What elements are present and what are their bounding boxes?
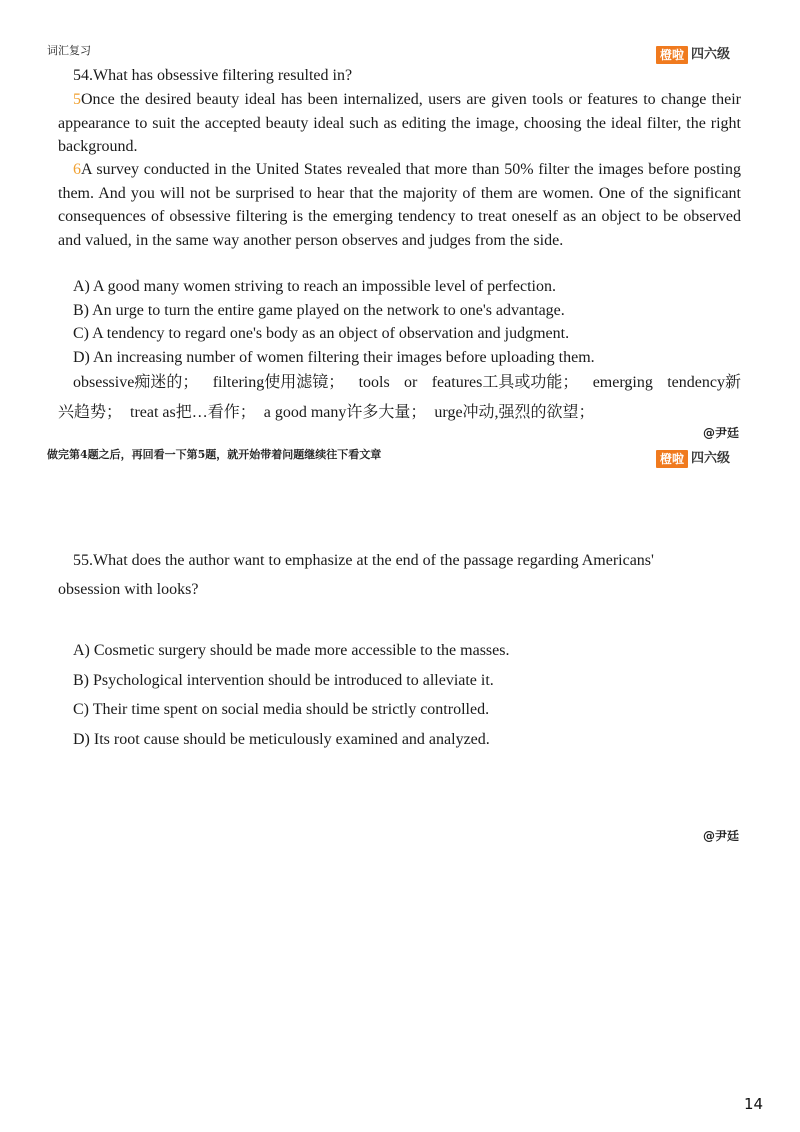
logo-box: 橙啦 xyxy=(656,46,688,64)
paragraph-text: A survey conducted in the United States revealed that more than 50% filter the images before posting them. And you will not be surprised to hear that the majority of them are women. One of the significant consequences of obsessive filtering is the emerging tendency to treat oneself as an object to be observed and valued, in the same way another person observes and judges from the side. xyxy=(58,161,741,249)
option-a: A) Cosmetic surgery should be made more accessible to the masses. xyxy=(73,642,510,659)
option-d: D) An increasing number of women filtering their images before uploading them. xyxy=(73,348,595,366)
paragraph-5 xyxy=(58,88,741,159)
question-54: 54.What has obsessive filtering resulted in? xyxy=(73,67,353,84)
options-55 xyxy=(73,636,743,754)
logo-box: 橙啦 xyxy=(656,450,688,468)
option-d: D) Its root cause should be meticulously examined and analyzed. xyxy=(73,730,490,748)
vocab-notes xyxy=(73,371,741,394)
vocab-item: tools xyxy=(358,374,390,391)
options-54 xyxy=(73,275,743,369)
author-signature: @尹廷 xyxy=(703,426,740,440)
vocab-line-2: 兴趋势； treat as把…看作； a good many许多大量； urge冲动,强烈的欲望； xyxy=(58,404,595,421)
logo-text: 四六级 xyxy=(691,47,731,62)
vocab-item: obsessive痴迷的； xyxy=(73,374,199,391)
option-b: B) Psychological intervention should be introduced to alleviate it. xyxy=(73,671,494,689)
option-b: B) An urge to turn the entire game played on the network to one's advantage. xyxy=(73,301,565,319)
paragraph-number: 5 xyxy=(73,91,81,108)
vocab-item: emerging xyxy=(592,374,653,391)
paragraph-number: 6 xyxy=(73,161,81,178)
option-a: A) A good many women striving to reach an impossible level of perfection. xyxy=(73,278,556,295)
author-signature: @尹廷 xyxy=(703,829,740,843)
paragraph-6 xyxy=(58,158,741,252)
page-number: 14 xyxy=(744,1095,764,1113)
vocab-item: features工具或功能； xyxy=(431,374,579,391)
vocab-item: or xyxy=(404,374,418,391)
question-line-2: obsession with looks? xyxy=(58,581,199,598)
logo-text: 四六级 xyxy=(691,451,731,466)
brand-logo xyxy=(656,46,730,64)
vocab-item: tendency新 xyxy=(667,374,741,391)
paragraph-text: Once the desired beauty ideal has been internalized, users are given tools or features to change their appearance to suit the accepted beauty ideal such as editing the image, choosing the ideal filter, the right background. xyxy=(58,91,741,155)
question-55 xyxy=(58,550,743,601)
brand-logo xyxy=(656,450,730,468)
question-line-1: 55.What does the author want to emphasize at the end of the passage regarding Americans' xyxy=(73,552,654,569)
header-section-label: 词汇复习 xyxy=(47,44,91,57)
vocab-item: filtering使用滤镜； xyxy=(212,374,345,391)
instruction-note: 做完第4题之后，再回看一下第5题，就开始带着问题继续往下看文章 xyxy=(47,448,382,461)
option-c: C) Their time spent on social media should be strictly controlled. xyxy=(73,701,490,718)
vocab-line-1 xyxy=(73,371,741,394)
option-c: C) A tendency to regard one's body as an object of observation and judgment. xyxy=(73,325,570,342)
